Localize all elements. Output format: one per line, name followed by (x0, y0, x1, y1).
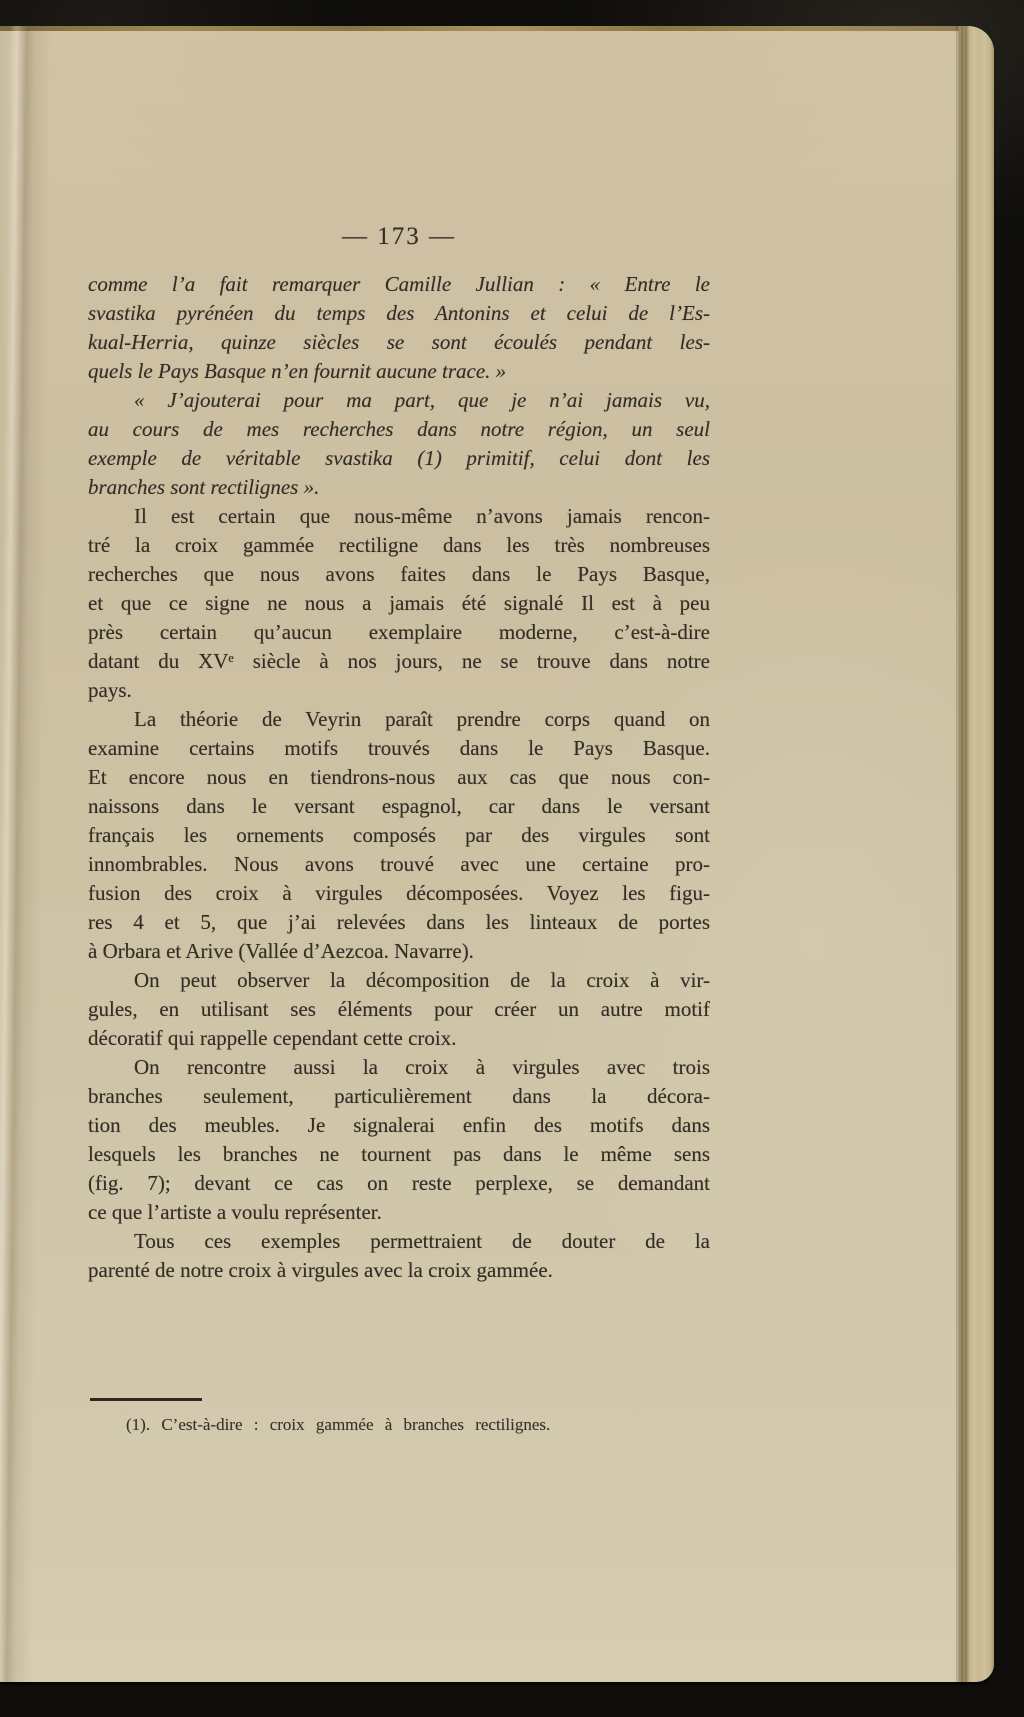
page-right-edges (956, 26, 994, 1682)
paragraph-4 (88, 705, 710, 966)
text-block (88, 270, 710, 1285)
text-line: Et encore nous en tiendrons-nous aux cas que nous con- (88, 765, 710, 789)
text-line: ce que l’artiste a voulu représenter. (88, 1200, 382, 1224)
text-line: gules, en utilisant ses éléments pour créer un autre motif (88, 997, 710, 1021)
text-line: français les ornements composés par des virgules sont (88, 823, 710, 847)
text-line: près certain qu’aucun exemplaire moderne, c’est-à-dire (88, 620, 710, 644)
text-line: kual-Herria, quinze siècles se sont écoulés pendant les- (88, 330, 710, 354)
book-page (0, 26, 994, 1682)
page-gutter-shadow (0, 26, 56, 1682)
paragraph-1 (88, 270, 710, 386)
text-line: Tous ces exemples permettraient de douter de la (134, 1229, 710, 1253)
text-line: « J’ajouterai pour ma part, que je n’ai jamais vu, (134, 388, 710, 412)
paragraph-7 (88, 1227, 710, 1285)
paragraph-6 (88, 1053, 710, 1227)
footnote-separator (90, 1398, 202, 1401)
text-line: datant du XVᵉ siècle à nos jours, ne se trouve dans notre (88, 649, 710, 673)
text-line: svastika pyrénéen du temps des Antonins et celui de l’Es- (88, 301, 710, 325)
text-line: examine certains motifs trouvés dans le Pays Basque. (88, 736, 710, 760)
text-line: à Orbara et Arive (Vallée d’Aezcoa. Navarre). (88, 939, 474, 963)
text-line: parenté de notre croix à virgules avec la croix gammée. (88, 1258, 553, 1282)
text-line: branches seulement, particulièrement dans la décora- (88, 1084, 710, 1108)
text-line: au cours de mes recherches dans notre région, un seul (88, 417, 710, 441)
paragraph-5 (88, 966, 710, 1053)
text-line: quels le Pays Basque n’en fournit aucune trace. » (88, 359, 507, 383)
text-line: et que ce signe ne nous a jamais été signalé Il est à peu (88, 591, 710, 615)
text-line: comme l’a fait remarquer Camille Jullian : « Entre le (88, 272, 710, 296)
text-line: recherches que nous avons faites dans le Pays Basque, (88, 562, 710, 586)
text-line: innombrables. Nous avons trouvé avec une certaine pro- (88, 852, 710, 876)
text-line: exemple de véritable svastika (1) primitif, celui dont les (88, 446, 710, 470)
paragraph-3 (88, 502, 710, 705)
text-line: La théorie de Veyrin paraît prendre corps quand on (134, 707, 710, 731)
text-line: lesquels les branches ne tournent pas dans le même sens (88, 1142, 710, 1166)
text-line: branches sont rectilignes ». (88, 475, 320, 499)
footnote: (1). C’est-à-dire : croix gammée à branches rectilignes. (126, 1415, 551, 1434)
text-line: pays. (88, 678, 132, 702)
text-line: décoratif qui rappelle cependant cette croix. (88, 1026, 457, 1050)
text-line: tion des meubles. Je signalerai enfin des motifs dans (88, 1113, 710, 1137)
text-line: On rencontre aussi la croix à virgules avec trois (134, 1055, 710, 1079)
text-line: res 4 et 5, que j’ai relevées dans les linteaux de portes (88, 910, 710, 934)
page-top-edge (0, 26, 970, 31)
text-line: fusion des croix à virgules décomposées. Voyez les figu- (88, 881, 710, 905)
text-line: (fig. 7); devant ce cas on reste perplexe, se demandant (88, 1171, 710, 1195)
paragraph-2 (88, 386, 710, 502)
text-line: On peut observer la décomposition de la croix à vir- (134, 968, 710, 992)
text-line: tré la croix gammée rectiligne dans les très nombreuses (88, 533, 710, 557)
text-line: Il est certain que nous-même n’avons jamais rencon- (134, 504, 710, 528)
page-number: — 173 — (342, 223, 456, 250)
text-line: naissons dans le versant espagnol, car dans le versant (88, 794, 710, 818)
